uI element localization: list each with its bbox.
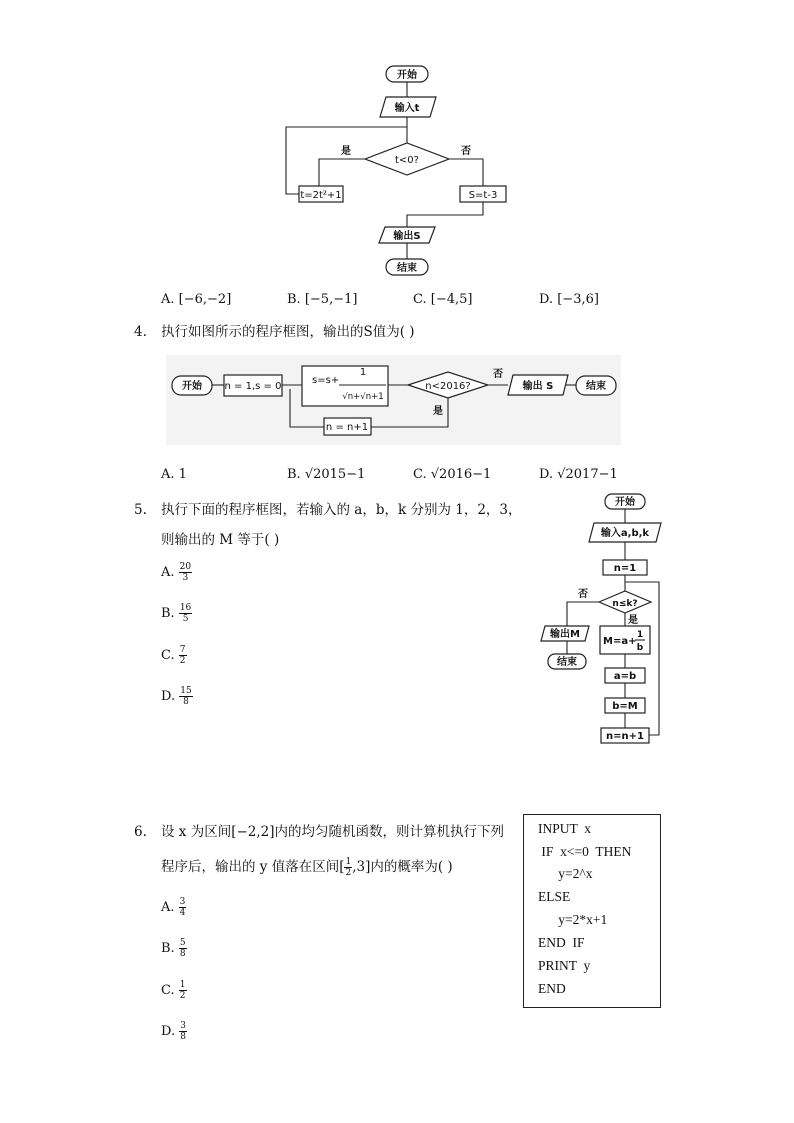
fc3-no: 否 bbox=[461, 146, 471, 157]
fc3-yes: 是 bbox=[341, 146, 351, 157]
fc3-output: 输出S bbox=[393, 231, 421, 242]
fc4-end: 结束 bbox=[586, 381, 606, 392]
fc4-cond: n<2016? bbox=[425, 381, 471, 392]
fc3-left-box: t=2t²+1 bbox=[300, 190, 342, 201]
fc5-step1-num: 1 bbox=[636, 630, 644, 640]
fc4-start: 开始 bbox=[182, 381, 202, 392]
q6-option-d: D. $\frac{3}{8}$ bbox=[161, 1021, 186, 1042]
fc5-output: 输出M bbox=[550, 629, 580, 640]
code-line-5: y=2*x+1 bbox=[538, 912, 608, 927]
code-line-6: END IF bbox=[538, 935, 585, 950]
fc5-init: n=1 bbox=[613, 563, 637, 574]
fc5-yes: 是 bbox=[628, 615, 638, 626]
fc3-end: 结束 bbox=[397, 263, 417, 274]
q5-option-d: D. $\frac{15}{8}$ bbox=[161, 686, 192, 707]
fc5-cond: n≤k? bbox=[612, 599, 638, 609]
flowchart-q5 bbox=[535, 488, 665, 758]
q5-option-b: B. $\frac{16}{5}$ bbox=[161, 603, 192, 624]
code-line-4: ELSE bbox=[538, 889, 571, 904]
fc5-step3: b=M bbox=[612, 701, 638, 712]
fc5-step4: n=n+1 bbox=[606, 731, 644, 742]
q4-text: 执行如图所示的程序框图，输出的S值为( ) bbox=[161, 324, 415, 340]
fc3-start: 开始 bbox=[397, 70, 417, 81]
q6-option-a: A. $\frac{3}{4}$ bbox=[161, 897, 186, 918]
fc4-incr: n = n+1 bbox=[325, 422, 369, 433]
q3-option-c: C. [−4,5] bbox=[413, 292, 473, 307]
fc4-no: 否 bbox=[493, 369, 503, 380]
q3-option-a: A. [−6,−2] bbox=[161, 292, 232, 307]
q6-option-b: B. $\frac{5}{8}$ bbox=[161, 938, 186, 959]
fc4-init: n = 1,s = 0 bbox=[224, 381, 282, 392]
fc5-step2: a=b bbox=[613, 671, 637, 682]
q4-option-d: D. √2017−1 bbox=[539, 467, 618, 482]
code-line-1: INPUT x bbox=[538, 821, 592, 836]
fc5-start: 开始 bbox=[615, 497, 635, 508]
q3-option-b: B. [−5,−1] bbox=[287, 292, 358, 307]
code-line-8: END bbox=[538, 981, 566, 996]
q4-number: 4. bbox=[134, 324, 147, 340]
fc5-input: 输入a,b,k bbox=[600, 528, 650, 539]
q4-option-c: C. √2016−1 bbox=[413, 467, 492, 482]
code-line-7: PRINT y bbox=[538, 958, 591, 973]
flowchart-q4 bbox=[166, 355, 621, 445]
q5-option-a: A. $\frac{20}{3}$ bbox=[161, 562, 192, 583]
q5-line2: 则输出的 M 等于( ) bbox=[161, 532, 280, 548]
fc3-input: 输入t bbox=[394, 103, 420, 114]
q6-line1: 设 x 为区间[−2,2]内的均匀随机函数，则计算机执行下列 bbox=[161, 824, 505, 840]
fc3-cond: t<0? bbox=[395, 155, 419, 166]
q6-line2: 程序后，输出的 y 值落在区间[ $\frac{1}{2}$ ,3]内的概率为( ) bbox=[161, 857, 453, 878]
flowchart-q3 bbox=[270, 60, 530, 285]
fc3-right-box: S=t-3 bbox=[468, 190, 498, 201]
fc4-output: 输出 S bbox=[522, 381, 554, 392]
q5-option-c: C. $\frac{7}{2}$ bbox=[161, 645, 186, 666]
fc4-update: s=s+ bbox=[312, 375, 340, 386]
q6-code-box bbox=[523, 814, 661, 1008]
fc5-end: 结束 bbox=[557, 657, 577, 668]
fc5-step1: M=a+ bbox=[603, 636, 637, 647]
fc5-no: 否 bbox=[578, 589, 588, 600]
q4-option-a: A. 1 bbox=[161, 467, 187, 482]
code-line-2: IF x<=0 THEN bbox=[538, 844, 632, 859]
fc4-yes: 是 bbox=[433, 406, 443, 417]
q6-option-c: C. $\frac{1}{2}$ bbox=[161, 980, 186, 1001]
q4-option-b: B. √2015−1 bbox=[287, 467, 366, 482]
fc5-step1-den: b bbox=[636, 643, 644, 653]
q3-option-d: D. [−3,6] bbox=[539, 292, 599, 307]
fc4-update-num: 1 bbox=[359, 367, 367, 378]
q5-number: 5. bbox=[134, 502, 147, 518]
fc4-update-den: √n+√n+1 bbox=[342, 392, 384, 402]
q5-line1: 执行下面的程序框图，若输入的 a，b，k 分别为 1，2，3， bbox=[161, 502, 522, 518]
code-line-3: y=2^x bbox=[538, 866, 593, 881]
q6-number: 6. bbox=[134, 824, 147, 840]
